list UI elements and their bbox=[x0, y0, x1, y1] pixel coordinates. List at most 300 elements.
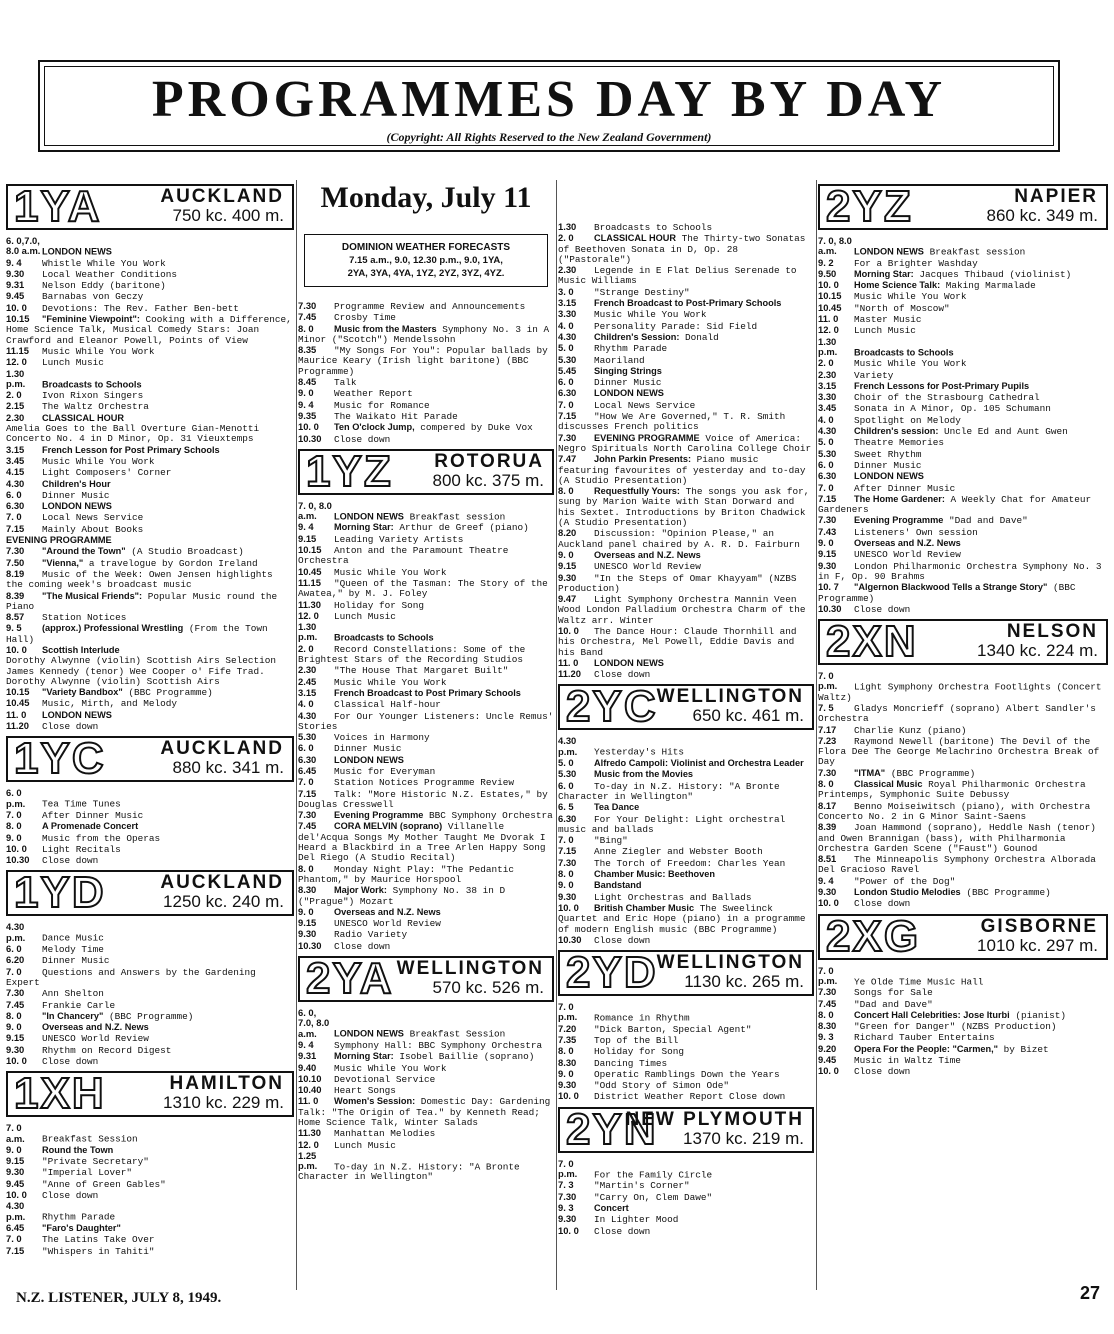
programme-time: 10.30 bbox=[298, 939, 322, 951]
programme-time: 7.45 bbox=[6, 998, 25, 1010]
programme-entry bbox=[298, 665, 554, 676]
programme-time: 8.30 bbox=[298, 884, 317, 896]
programme-time: 8.39 bbox=[6, 589, 25, 601]
programme-description: "Carry On, Clem Dawe" bbox=[594, 1191, 713, 1203]
programme-entry bbox=[298, 301, 554, 312]
programme-highlight: Children's Hour bbox=[42, 478, 111, 489]
programme-time: 5. 0 bbox=[818, 436, 834, 448]
programme-highlight: Broadcasts to Schools bbox=[854, 346, 954, 357]
programme-time: 3.15 bbox=[818, 379, 837, 391]
programme-description: Lunch Music bbox=[334, 1139, 396, 1151]
programme-time: 7. 0 p.m. bbox=[558, 1157, 578, 1180]
programme-time: 8. 0 bbox=[558, 1045, 574, 1057]
programme-time: 1.25 p.m. bbox=[298, 1149, 318, 1172]
programme-entry bbox=[6, 258, 294, 269]
programme-time: 8.51 bbox=[818, 853, 837, 865]
programme-entry bbox=[818, 966, 1108, 988]
programme-time: 10. 0 bbox=[6, 643, 27, 655]
programme-time: 7.30 bbox=[298, 300, 317, 311]
programme-description: Monday Night Play: "The Pedantic Phantom," by Maurice Horspool bbox=[298, 863, 515, 885]
programme-time: 6. 0 bbox=[558, 376, 574, 388]
programme-description: "Dick Barton, Special Agent" bbox=[594, 1023, 752, 1035]
programme-entry bbox=[558, 573, 814, 595]
programme-time: 2.30 bbox=[298, 664, 317, 676]
programme-time: 4.30 p.m. bbox=[6, 1200, 26, 1222]
programme-time: 3.30 bbox=[558, 308, 577, 320]
programme-time: 7. 0 bbox=[558, 834, 574, 846]
programme-description: Questions and Answers by the Gardening Expert bbox=[6, 966, 256, 988]
programme-description: Personality Parade: Sid Field bbox=[594, 320, 758, 332]
programme-time: 4.15 bbox=[6, 466, 25, 478]
programme-entry bbox=[818, 887, 1108, 898]
programme-highlight: Music from the Masters bbox=[334, 323, 437, 334]
programme-entry bbox=[818, 303, 1108, 314]
programme-entry bbox=[818, 736, 1108, 768]
programme-description: (From the Town Hall) bbox=[6, 623, 268, 645]
programme-highlight: CORA MELVIN (soprano) bbox=[334, 821, 443, 832]
programme-description: Talk bbox=[334, 377, 357, 389]
programme-time: 10.15 bbox=[298, 544, 322, 556]
programme-time: 4. 0 bbox=[298, 698, 314, 710]
weather-stations: 2YA, 3YA, 4YA, 1YZ, 2YZ, 3YZ, 4YZ. bbox=[347, 268, 505, 279]
programme-description: Listeners' Own session bbox=[854, 526, 978, 538]
programme-description: The Thirty-two Sonatas of Beethoven Sonata in D, Op. 28 ("Pastorale") bbox=[558, 233, 806, 265]
programme-entry bbox=[6, 788, 294, 810]
programme-time: 9.30 bbox=[6, 1166, 25, 1178]
programme-entry bbox=[818, 426, 1108, 437]
programme-description: Holiday for Song bbox=[334, 599, 425, 611]
programme-description: "Green for Danger" (NZBS Production) bbox=[854, 1021, 1057, 1033]
programme-description: A Weekly Chat for Amateur Gardeners bbox=[818, 493, 1092, 516]
programme-highlight: Tea Dance bbox=[594, 802, 640, 813]
station-callsign: 2XG bbox=[826, 911, 921, 961]
programme-time: 10. 0 bbox=[298, 421, 319, 433]
programme-description: Light Symphony Orchestra Mannin Veen Wood London Palladium Orchestra Charm of the Waltz arr. Winter bbox=[558, 594, 806, 626]
programme-time: 9.15 bbox=[6, 1155, 25, 1167]
programme-description: Music in Waltz Time bbox=[854, 1055, 961, 1066]
programme-entry bbox=[558, 880, 814, 891]
programme-entry bbox=[558, 343, 814, 354]
programme-time: 11.20 bbox=[6, 720, 29, 732]
programme-time: 7. 0 bbox=[818, 481, 834, 493]
programme-entry bbox=[298, 545, 554, 567]
programme-description: Close down bbox=[854, 603, 911, 615]
programme-time: 6. 0 bbox=[6, 943, 22, 955]
programme-highlight: "In Chancery" bbox=[42, 1010, 104, 1021]
programme-description: Dance Music bbox=[42, 932, 104, 944]
programme-entry bbox=[818, 1066, 1108, 1077]
programme-description: UNESCO World Review bbox=[594, 561, 701, 573]
programme-description: Joan Hammond (soprano), Heddle Nash (tenor) and Owen Brannigan (bass), with Philharmonia Orchestra Garden Scene ("Faust") Gounod bbox=[818, 822, 1096, 854]
programme-description: Light Symphony Orchestra Footlights (Concert Waltz) bbox=[818, 681, 1102, 703]
programme-description: Isobel Baillie (soprano) bbox=[399, 1051, 535, 1063]
programme-time: 9.35 bbox=[298, 409, 317, 421]
programme-entry bbox=[558, 1024, 814, 1035]
programme-entry bbox=[6, 810, 294, 821]
programme-time: 11. 0 bbox=[298, 1095, 319, 1107]
programme-entry bbox=[558, 377, 814, 388]
day-heading: Monday, July 11 bbox=[320, 181, 532, 214]
programme-description: Talk: "More Historic N.Z. Estates," by Douglas Cresswell bbox=[298, 788, 548, 810]
programme-description: Top of the Bill bbox=[594, 1035, 679, 1046]
programme-entry bbox=[818, 381, 1108, 392]
programme-time: 1.30 p.m. bbox=[6, 367, 26, 389]
programme-time: 5.30 bbox=[558, 768, 577, 780]
programme-description: Donald bbox=[685, 331, 719, 343]
programme-entry bbox=[558, 1214, 814, 1225]
programme-description: Operatic Ramblings Down the Years bbox=[594, 1068, 780, 1080]
programme-description: Close down bbox=[42, 1056, 99, 1067]
programme-time: 3.45 bbox=[818, 402, 837, 414]
programme-time: 10.45 bbox=[818, 301, 842, 313]
programme-description: Barnabas von Geczy bbox=[42, 291, 144, 303]
programme-time: 10.45 bbox=[6, 697, 30, 709]
programme-time: 10. 0 bbox=[6, 301, 27, 313]
programme-time: 2.30 bbox=[558, 264, 577, 276]
programme-description: "Whispers in Tahiti" bbox=[42, 1245, 155, 1257]
programme-description: Jacques Thibaud (violinist) bbox=[919, 268, 1072, 280]
programme-entry bbox=[6, 1056, 294, 1067]
programme-entry bbox=[558, 1046, 814, 1057]
programme-time: 5.30 bbox=[298, 731, 317, 743]
programme-description: "Dad and Dave" bbox=[854, 998, 933, 1010]
programme-time: 6.30 bbox=[558, 387, 577, 399]
programme-time: 9.15 bbox=[558, 560, 577, 572]
programme-highlight: Morning Star: bbox=[854, 268, 914, 279]
programme-entry bbox=[298, 411, 554, 422]
column-2-listings bbox=[298, 301, 554, 1183]
programme-entry bbox=[558, 835, 814, 846]
programme-entry bbox=[818, 325, 1108, 336]
programme-highlight: Concert bbox=[594, 1202, 629, 1213]
programme-entry bbox=[558, 1058, 814, 1069]
programme-entry bbox=[558, 769, 814, 780]
programme-description: Lunch Music bbox=[334, 610, 396, 622]
programme-description: Discussion: "Opinion Please," an Auckland panel chaired by A. R. D. Fairburn bbox=[558, 528, 800, 550]
programme-entry bbox=[558, 298, 814, 309]
station-callsign: 2YA bbox=[306, 954, 394, 1004]
programme-highlight: British Chamber Music bbox=[594, 902, 695, 913]
programme-time: 7. 0 bbox=[298, 776, 314, 788]
station-block-1ya bbox=[6, 184, 294, 732]
programme-description: The Waltz Orchestra bbox=[42, 401, 149, 413]
programme-entry bbox=[298, 711, 554, 733]
programme-time: 11. 0 bbox=[6, 708, 27, 720]
programme-time: 9.31 bbox=[298, 1050, 317, 1062]
programme-time: 9.45 bbox=[6, 1177, 25, 1189]
programme-description: "Private Secretary" bbox=[42, 1156, 149, 1168]
programme-entry bbox=[558, 321, 814, 332]
column-4 bbox=[818, 180, 1108, 1078]
programme-time: 9.40 bbox=[298, 1061, 317, 1073]
programme-highlight: Overseas and N.Z. News bbox=[854, 538, 961, 549]
programme-highlight: EVENING PROGRAMME bbox=[594, 432, 700, 443]
programme-time: 7. 0 bbox=[6, 511, 22, 523]
programme-entry bbox=[818, 987, 1108, 998]
programme-highlight: Morning Star: bbox=[334, 1051, 394, 1062]
station-block-2xn bbox=[818, 619, 1108, 910]
programme-highlight: "Faro's Daughter" bbox=[42, 1222, 121, 1233]
weather-forecast-box bbox=[304, 234, 548, 287]
station-callsign: 2YN bbox=[566, 1104, 658, 1154]
programme-description: The Sweelinck Quartet and Eric Hope (piano) in a programme of modern English music (BBC Programme) bbox=[558, 902, 806, 935]
programme-description: The songs you ask for, sung by Marion Waite with Stan Dorward and his Sextet. Introductions by Briton Chadwick (A Studio Presentation) bbox=[558, 486, 810, 529]
publication-footer: N.Z. LISTENER, JULY 8, 1949. bbox=[16, 1290, 222, 1306]
programme-entry bbox=[298, 1085, 554, 1096]
programme-entry bbox=[298, 388, 554, 399]
programme-time: 10. 0 bbox=[558, 1090, 579, 1102]
programme-description: Devotions: The Rev. Father Ben-bett bbox=[42, 302, 239, 314]
programme-highlight: Ten O'clock Jump, bbox=[334, 422, 415, 433]
station-frequency: 880 kc. 341 m. bbox=[172, 758, 284, 778]
programme-entry bbox=[298, 929, 554, 940]
programme-description: (BBC Programme) bbox=[890, 767, 976, 779]
programme-entry bbox=[298, 821, 554, 863]
programme-time: 9. 3 bbox=[558, 1201, 574, 1213]
programme-entry bbox=[298, 345, 554, 377]
programme-description: Richard Tauber Entertains bbox=[854, 1032, 995, 1044]
programme-entry bbox=[6, 1190, 294, 1201]
programme-time: 8.35 bbox=[298, 344, 317, 356]
programme-time: 9. 0 bbox=[6, 1143, 22, 1155]
programme-time: 6.30 bbox=[298, 753, 317, 765]
programme-entry bbox=[558, 846, 814, 857]
programme-entry bbox=[818, 494, 1108, 516]
programme-entry bbox=[298, 918, 554, 929]
programme-entry bbox=[558, 858, 814, 869]
programme-time: 7.15 bbox=[6, 522, 25, 534]
programme-highlight: French Broadcast to Post Primary Schools bbox=[334, 687, 521, 698]
programme-description: Close down bbox=[594, 934, 651, 946]
programme-entry bbox=[818, 269, 1108, 280]
programme-entry bbox=[6, 922, 294, 944]
programme-description: BBC Symphony Orchestra bbox=[429, 810, 553, 822]
programme-description: Anne Ziegler and Webster Booth bbox=[594, 846, 763, 858]
programme-entry bbox=[6, 1022, 294, 1033]
station-header-2yz bbox=[818, 184, 1108, 230]
programme-time: 2.30 bbox=[6, 411, 25, 423]
programme-description: Rhythm Parade bbox=[42, 1211, 116, 1223]
programme-highlight: CLASSICAL HOUR bbox=[594, 233, 677, 244]
programme-description: Music While You Work bbox=[594, 309, 707, 321]
programme-entry bbox=[6, 303, 294, 314]
programme-description: Variety bbox=[854, 369, 894, 381]
programme-entry bbox=[6, 291, 294, 302]
station-city: NELSON bbox=[1006, 621, 1098, 643]
programme-time: 9. 5 bbox=[6, 622, 22, 634]
programme-time: 1.30 p.m. bbox=[818, 335, 838, 357]
programme-entry bbox=[818, 582, 1108, 604]
programme-description: Spotlight on Melody bbox=[854, 414, 961, 426]
programme-entry bbox=[818, 999, 1108, 1010]
programme-time: 7.15 bbox=[558, 845, 577, 857]
programme-time: 5. 0 bbox=[558, 342, 574, 354]
programme-entry bbox=[6, 1167, 294, 1178]
programme-highlight: "Vienna," bbox=[42, 557, 84, 568]
programme-time: 7. 0 p.m. bbox=[558, 1001, 578, 1023]
programme-entry bbox=[818, 561, 1108, 583]
programme-description: Voice of America: Negro Spirituals North Carolina College Choir bbox=[558, 432, 812, 454]
programme-entry bbox=[298, 434, 554, 445]
programme-description: Amelia Goes to the Ball Overture Gian-Menotti bbox=[6, 423, 260, 435]
programme-description: Classical Half-hour bbox=[334, 699, 441, 711]
programme-time: 7. 3 bbox=[558, 1179, 574, 1191]
programme-description: Close down bbox=[594, 1225, 651, 1237]
programme-time: 7. 0 a.m. bbox=[6, 1122, 25, 1144]
programme-description: Dinner Music bbox=[334, 743, 402, 755]
programme-entry bbox=[6, 401, 294, 412]
programme-highlight: John Parkin Presents: bbox=[594, 454, 692, 465]
programme-entry bbox=[818, 437, 1108, 448]
programme-description: Master Music bbox=[854, 314, 922, 326]
programme-description: Songs for Sale bbox=[854, 987, 933, 999]
programme-description: Music While You Work bbox=[854, 358, 967, 370]
programme-time: 8.30 bbox=[558, 1056, 577, 1068]
programme-entry bbox=[818, 1044, 1108, 1055]
programme-description: Melody Time bbox=[42, 944, 104, 956]
programme-time: 9.20 bbox=[818, 1042, 837, 1054]
programme-entry bbox=[558, 265, 814, 287]
programme-description: by Bizet bbox=[1003, 1043, 1049, 1055]
programme-time: 6.45 bbox=[298, 764, 317, 776]
station-city: GISBORNE bbox=[980, 915, 1098, 937]
programme-description: Devotional Service bbox=[334, 1073, 436, 1085]
programme-time: 7.20 bbox=[558, 1022, 577, 1034]
station-callsign: 1XH bbox=[14, 1069, 106, 1119]
programme-description: Music from the Operas bbox=[42, 832, 161, 844]
programme-entry bbox=[298, 1096, 554, 1128]
programme-time: 8. 0 bbox=[6, 1009, 22, 1021]
programme-description: Music, Mirth, and Melody bbox=[42, 698, 178, 710]
programme-entry bbox=[558, 781, 814, 803]
programme-description: UNESCO World Review bbox=[854, 549, 961, 561]
programme-highlight: LONDON NEWS bbox=[42, 709, 112, 720]
programme-entry bbox=[6, 967, 294, 989]
programme-time: 9.30 bbox=[298, 928, 317, 940]
programme-description: The Torch of Freedom: Charles Yean bbox=[594, 857, 786, 869]
programme-highlight: LONDON NEWS bbox=[42, 246, 112, 257]
programme-description: Royal Philharmonic Orchestra Printemps, Symphonic Suite Debussy bbox=[818, 779, 1086, 801]
programme-time: 9.15 bbox=[818, 548, 837, 560]
programme-description: Sonata in A Minor, Op. 105 Schumann bbox=[854, 403, 1051, 415]
programme-time: 8.20 bbox=[558, 527, 577, 539]
programme-description: Ivon Rixon Singers bbox=[42, 390, 144, 402]
programme-entry bbox=[558, 309, 814, 320]
programme-highlight: LONDON NEWS bbox=[334, 1028, 404, 1039]
programme-entry bbox=[6, 1045, 294, 1056]
programme-highlight: Overseas and N.Z. News bbox=[594, 549, 701, 560]
programme-time: 11.15 bbox=[6, 344, 29, 356]
programme-entry bbox=[6, 1179, 294, 1190]
programme-entry bbox=[558, 658, 814, 669]
programme-description: "Queen of the Tasman: The Story of the Awatea," by M. J. Foley bbox=[298, 577, 548, 600]
programme-highlight: EVENING PROGRAMME bbox=[6, 535, 112, 546]
programme-entry bbox=[558, 758, 814, 769]
programme-description: "Strange Destiny" bbox=[594, 286, 690, 298]
programme-description: (BBC Programme) bbox=[128, 687, 213, 699]
programme-time: 10.40 bbox=[298, 1084, 322, 1096]
programme-description: Ye Olde Time Music Hall bbox=[854, 975, 984, 987]
programme-time: 7. 0 bbox=[6, 808, 22, 820]
programme-description: Theatre Memories bbox=[854, 437, 945, 449]
programme-time: 7.15 bbox=[298, 787, 317, 799]
programme-time: 9.15 bbox=[298, 917, 317, 929]
programme-description: Music While You Work bbox=[334, 676, 447, 688]
programme-time: 7.23 bbox=[818, 734, 837, 746]
programme-entry bbox=[558, 892, 814, 903]
programme-entry bbox=[6, 314, 294, 346]
programme-time: 11.30 bbox=[298, 1127, 321, 1139]
programme-description: Popular Music round the Piano bbox=[6, 590, 278, 612]
programme-entry bbox=[298, 622, 554, 644]
weather-times: 7.15 a.m., 9.0, 12.30 p.m., 9.0, 1YA, bbox=[349, 255, 503, 266]
programme-entry bbox=[298, 312, 554, 323]
programme-time: 6.20 bbox=[6, 954, 25, 966]
programme-time: 9. 0 bbox=[298, 905, 314, 917]
programme-description: Breakfast Session bbox=[42, 1133, 138, 1145]
programme-time: 3.45 bbox=[6, 454, 25, 466]
programme-entry bbox=[558, 1159, 814, 1181]
programme-description: Piano music featuring favourites of yesterday and to-day (A Studio Presentation) bbox=[558, 454, 806, 486]
programme-time: 7.17 bbox=[818, 723, 837, 735]
programme-entry bbox=[6, 490, 294, 501]
programme-entry bbox=[558, 1069, 814, 1080]
programme-time: 10.15 bbox=[6, 313, 30, 325]
programme-description: Voices in Harmony bbox=[334, 732, 430, 744]
programme-entry bbox=[6, 698, 294, 709]
programme-time: 12. 0 bbox=[818, 324, 839, 336]
programme-time: 10. 0 bbox=[6, 1055, 27, 1066]
programme-entry bbox=[558, 802, 814, 813]
programme-description: Close down bbox=[42, 855, 99, 867]
programme-time: 2.15 bbox=[6, 400, 25, 412]
programme-highlight: LONDON NEWS bbox=[594, 388, 664, 399]
programme-entry bbox=[6, 236, 294, 258]
masthead-banner bbox=[38, 60, 1060, 152]
programme-description: Symphony Hall: BBC Symphony Orchestra bbox=[334, 1039, 543, 1051]
programme-entry bbox=[818, 460, 1108, 471]
column-1 bbox=[6, 180, 294, 1257]
programme-highlight: (approx.) Professional Wrestling bbox=[42, 623, 184, 634]
programme-description: (BBC Programme) bbox=[966, 887, 1051, 899]
programme-description: Breakfast session bbox=[929, 246, 1026, 258]
programme-highlight: Overseas and N.Z. News bbox=[42, 1022, 149, 1033]
station-callsign: 2YD bbox=[566, 948, 658, 998]
programme-time: 7.30 bbox=[558, 856, 577, 868]
programme-description: Close down bbox=[42, 721, 99, 733]
programme-time: 9. 4 bbox=[818, 874, 834, 886]
programme-time: 5.30 bbox=[558, 353, 577, 365]
programme-entry bbox=[298, 907, 554, 918]
programme-entry bbox=[818, 898, 1108, 909]
programme-entry bbox=[558, 1091, 814, 1102]
programme-time: 10. 0 bbox=[6, 842, 27, 854]
programme-description: Music While You Work bbox=[854, 291, 967, 303]
programme-description: Lunch Music bbox=[42, 357, 104, 369]
programme-description: Music While You Work bbox=[334, 1062, 447, 1074]
programme-time: 6. 0 bbox=[818, 458, 834, 470]
programme-time: 9.30 bbox=[818, 886, 837, 898]
programme-time: 12. 0 bbox=[298, 609, 319, 621]
programme-description: Radio Variety bbox=[334, 929, 408, 941]
programme-description: Music for Romance bbox=[334, 399, 430, 411]
programme-time: 6.30 bbox=[6, 500, 25, 512]
programme-highlight: Scottish Interlude bbox=[42, 644, 120, 655]
programme-time: 9.30 bbox=[558, 1079, 577, 1091]
programme-time: 7.30 bbox=[558, 431, 577, 443]
programme-description: For Your Delight: Light orchestral music and ballads bbox=[558, 813, 786, 835]
programme-entry bbox=[6, 1223, 294, 1234]
